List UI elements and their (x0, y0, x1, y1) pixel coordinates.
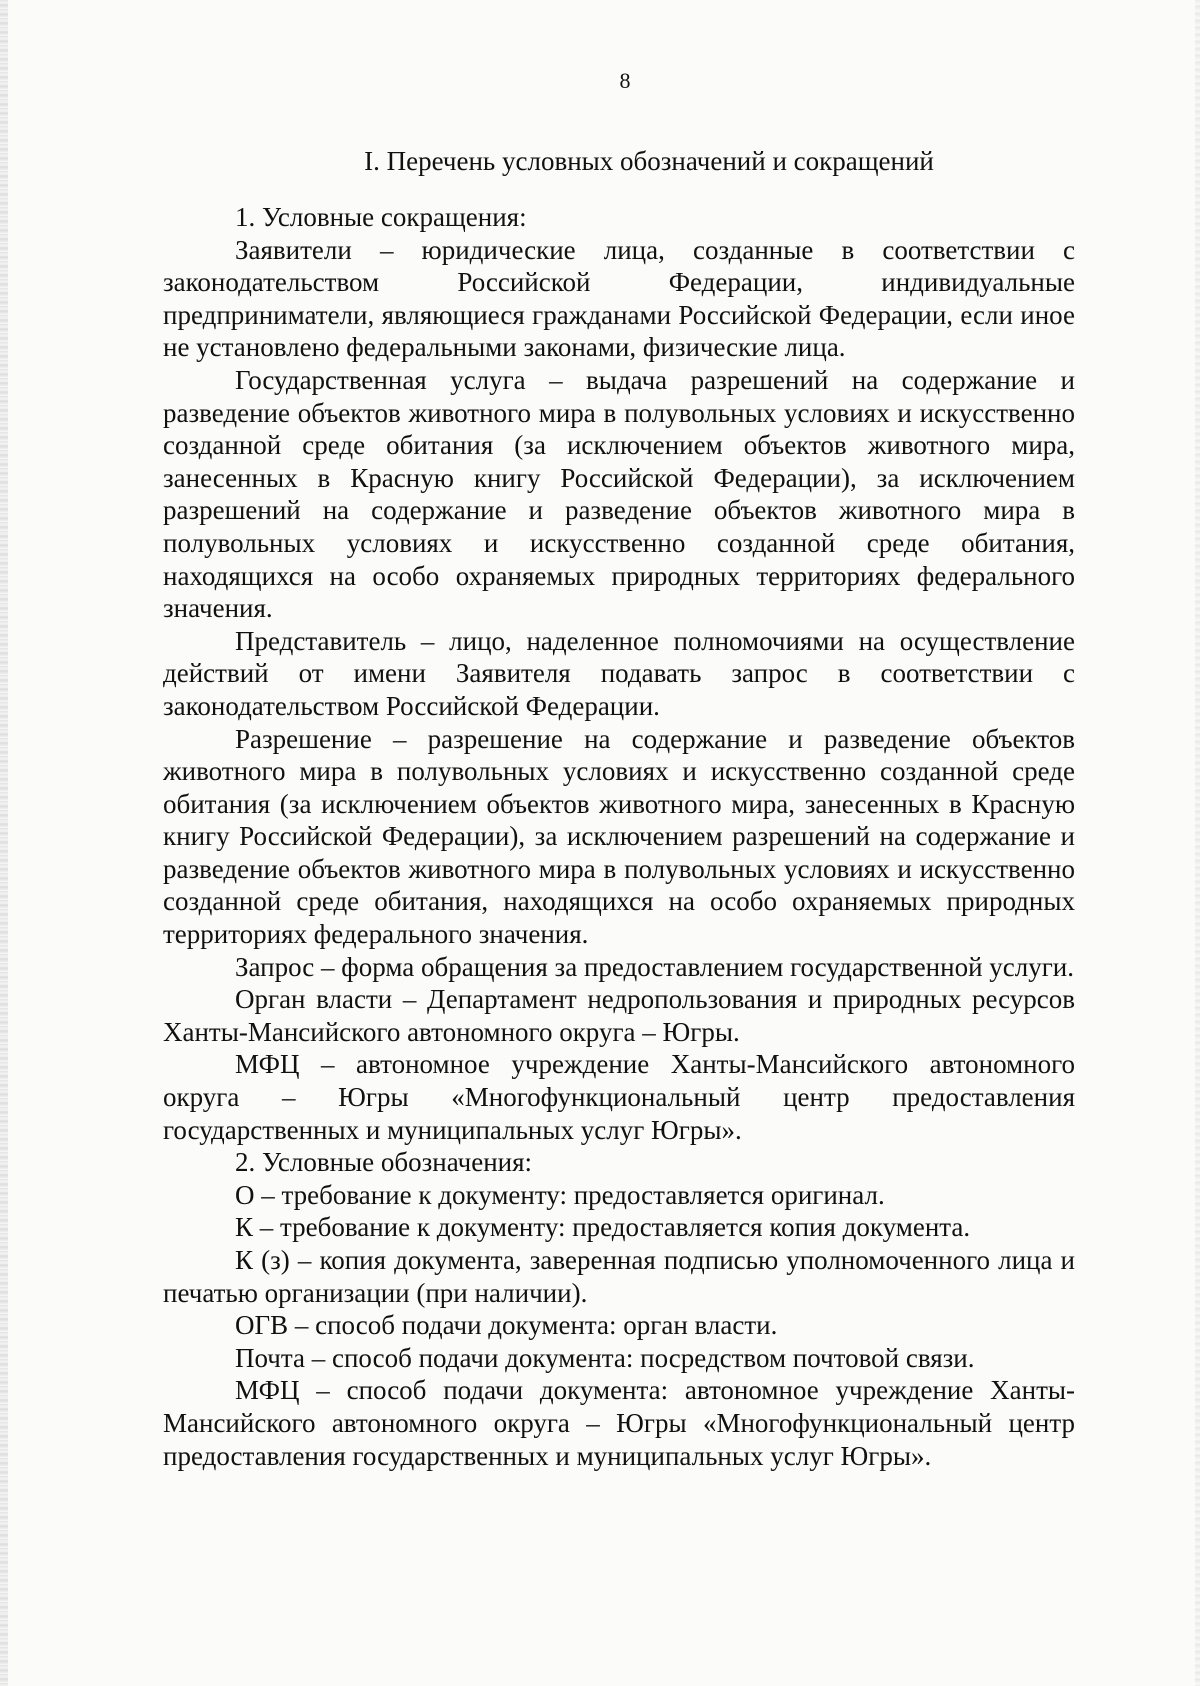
paragraph-symbol-ogv: ОГВ – способ подачи документа: орган власти. (235, 1310, 778, 1341)
paragraph-symbols-title: 2. Условные обозначения: (235, 1147, 533, 1178)
paragraph-symbol-copy: К – требование к документу: предоставляется копия документа. (235, 1212, 971, 1243)
paragraph-symbol-certified-copy: К (з) – копия документа, заверенная подписью уполномоченного лица и печатью организации (при наличии). (163, 1245, 1075, 1308)
paragraph-abbreviations-title: 1. Условные сокращения: (235, 202, 527, 232)
paragraph-request: Запрос – форма обращения за предоставлением государственной услуги. (235, 951, 1075, 982)
paragraph-authority: Орган власти – Департамент недропользования и природных ресурсов Ханты-Мансийского автономного округа – Югры. (163, 984, 1075, 1047)
paragraph-applicants: Заявители – юридические лица, созданные в соответствии с законодательством Российской Федерации, индивидуальные предприниматели, являющиеся гражданами Российской Федерации, если иное не установлено федеральными законами, физические лица. (163, 234, 1075, 363)
paragraph-symbol-mfc: МФЦ – способ подачи документа: автономное учреждение Ханты-Мансийского автономного округа – Югры «Многофункциональный центр предоставления государственных и муниципальных услуг Югры». (163, 1375, 1075, 1471)
paragraph-representative: Представитель – лицо, наделенное полномочиями на осуществление действий от имени Заявителя подавать запрос в соответствии с законодательством Российской Федерации. (163, 625, 1075, 721)
paragraph-state-service: Государственная услуга – выдача разрешений на содержание и разведение объектов животного мира в полувольных условиях и искусственно созданной среде обитания (за исключением объектов животного мира, занесенных в Красную книгу Российской Федерации), за исключением разрешений на содержание и разведение объектов животного мира в полувольных условиях и искусственно созданной среде обитания, находящихся на особо охраняемых природных территориях федерального значения. (163, 364, 1075, 624)
scan-edge-left (0, 0, 8, 1686)
paragraph-symbol-original: О – требование к документу: предоставляется оригинал. (235, 1179, 885, 1210)
paragraph-mfc: МФЦ – автономное учреждение Ханты-Мансийского автономного округа – Югры «Многофункциональный центр предоставления государственных и муниципальных услуг Югры». (163, 1049, 1075, 1145)
page-number: 8 (619, 68, 631, 93)
paragraph-permit: Разрешение – разрешение на содержание и разведение объектов животного мира в полувольных условиях и искусственно созданной среде обитания (за исключением объектов животного мира, занесенных в Красную книгу Российской Федерации), за исключением разрешений на содержание и разведение объектов животного мира в полувольных условиях и искусственно созданной среде обитания, находящихся на особо охраняемых природных территориях федерального значения. (163, 723, 1075, 950)
scan-edge-right (1195, 0, 1200, 1686)
section-heading: I. Перечень условных обозначений и сокращений (364, 146, 934, 176)
paragraph-symbol-mail: Почта – способ подачи документа: посредством почтовой связи. (235, 1342, 975, 1373)
document-body (163, 145, 1075, 1472)
